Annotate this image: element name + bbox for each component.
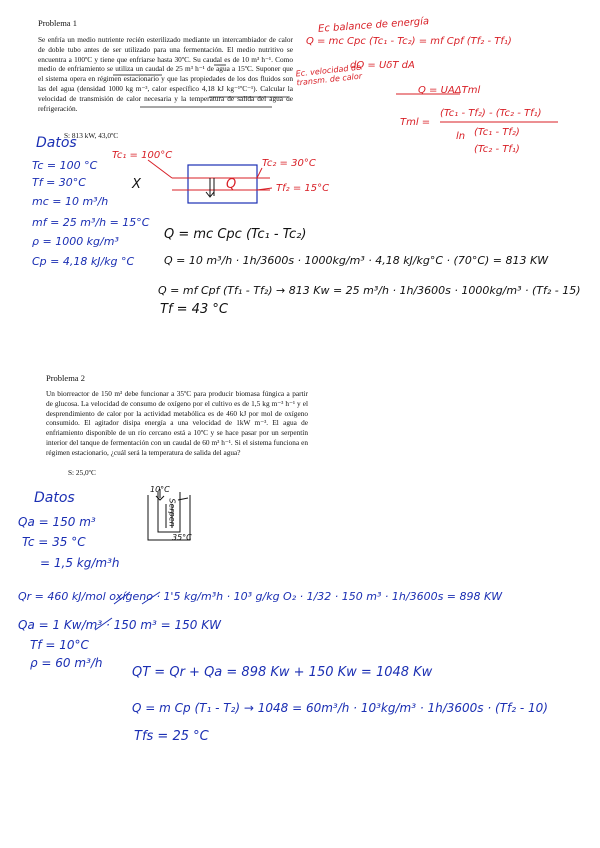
diagram-x-mark: X [132,177,141,192]
bioreactor-sketch [148,489,190,540]
calc-eq1: Q = mc Cpc (Tc₁ - Tc₂) [164,227,307,242]
problem1-data-heading: Datos [36,135,77,151]
problem1-data-line: Tc = 100 °C [32,159,98,172]
balance-title-note: Ec balance de energía [317,16,430,35]
problem1-data-line: mf = 25 m³/h = 15°C [32,216,150,229]
problem2-data-line: Qa = 150 m³ [18,515,96,529]
calc-eq2: Q = 10 m³/h · 1h/3600s · 1000kg/m³ · 4,18 kJ/kg°C · (70°C) = 813 KW [164,254,549,267]
tml-den-top-note: (Tc₁ - Tf₂) [474,127,520,138]
calc-rho: ρ = 60 m³/h [30,656,103,670]
rate-label-note: Ec. velocidad de transm. de calor [295,62,363,88]
q-ua-equation-note: Q = UAΔTml [418,85,481,96]
tml-den-bottom-note: (Tc₂ - Tf₁) [474,144,520,155]
problem1-solution: S: 813 kW, 43,0ºC [64,131,119,140]
diagram-q-label: Q [226,177,237,192]
problem1-data-line: mc = 10 m³/h [32,195,109,208]
problem2-text: Un biorreactor de 150 m³ debe funcionar a 35ºC para producir biomasa fúngica a partir de glucosa. La velocidad de consumo de oxígeno por el cultivo es de 1,5 kg m⁻³ h⁻¹ y el desprendimiento de calor por la actividad metabólica es de 460 kJ por mol de oxígeno consumido. El agitador disipa energía a una velocidad de 1kW m⁻³. El agua de enfriamiento disponible de un río cercano está a 10ºC y se hace pasar por un serpentín interior del tanque de fermentación con un caudal de 60 m³ h⁻¹. Si el sistema funciona en régimen estacionario, ¿cuál será la temperatura de salida del agua? [46,389,308,457]
calc-qa: Qa = 1 Kw/m³ · 150 m³ = 150 KW [18,618,221,632]
problem1-data-line: ρ = 1000 kg/m³ [32,235,119,248]
sketch-coil-label: Serpen [167,498,177,527]
red-note-marks [396,94,558,122]
calc-eq4: Tf = 43 °C [160,302,228,317]
sketch-top-temp: 10°C [150,485,170,494]
problem1-data-line: Cp = 4,18 kJ/kg °C [32,255,135,268]
problem2-data-line: = 1,5 kg/m³h [40,556,120,570]
calc-qr: Qr = 460 kJ/mol oxígeno · 1'5 kg/m³h · 10³ g/kg O₂ · 1/32 · 150 m³ · 1h/3600s = 898 KW [18,590,503,603]
problem2-title: Problema 2 [46,373,85,383]
problem2-data-line: Tc = 35 °C [22,535,86,549]
problem1-data-line: Tf = 30°C [32,176,86,189]
calc-qt: QT = Qr + Qa = 898 Kw + 150 Kw = 1048 Kw [132,665,433,680]
diagram-tc2-label: Tc₂ = 30°C [262,158,316,169]
problem2-solution: S: 25,0ºC [68,468,96,477]
problem1-text: Se enfría un medio nutriente recién esterilizado mediante un intercambiador de calor de doble tubo antes de ser utilizado para una fermentación. El medio nutritivo se encuentra a 100ºC y tiene que enfriarse hasta 30ºC. Su caudal es de 10 m³ h⁻¹. Como medio de enfriamiento se utiliza un caudal de 25 m³ h⁻¹ de agua a 15ºC. Suponer que el sistema opera en régimen estacionario y que las propiedades de los dos fluidos son las del agua (densidad 1000 kg m⁻³, calor específico 4,18 kJ kg⁻¹ºC⁻¹). Calcular la velocidad de transmisión de calor necesaria y la temperatura de salida del agua de refrigeración. [38,35,293,113]
sketch-side-temp: 35°C [172,533,192,542]
cancel-strokes [95,592,160,630]
calc-tfs: Tfs = 25 °C [134,729,209,744]
dq-equation-note: dQ = UδT dA [350,60,415,71]
calc-qm: Q = m Cp (T₁ - T₂) → 1048 = 60m³/h · 10³kg/m³ · 1h/3600s · (Tf₂ - 10) [132,701,548,715]
tml-ln-note: ln [456,131,466,142]
calc-tf: Tf = 10°C [30,638,89,652]
balance-equation-note: Q = mc Cpc (Tc₁ - Tc₂) = mf Cpf (Tf₂ - Tf₁) [306,36,512,47]
problem2-data-heading: Datos [34,490,75,506]
text-underlines [113,65,288,107]
tml-numerator-note: (Tc₁ - Tf₂) - (Tc₂ - Tf₁) [440,108,542,119]
calc-eq3: Q = mf Cpf (Tf₁ - Tf₂) → 813 Kw = 25 m³/h · 1h/3600s · 1000kg/m³ · (Tf₂ - 15) [158,284,581,297]
tml-label-note: Tml = [400,117,431,128]
heat-exchanger-diagram [148,160,272,203]
problem1-title: Problema 1 [38,18,77,28]
diagram-tc1-label: Tc₁ = 100°C [112,150,173,161]
diagram-tf2-label: Tf₂ = 15°C [276,183,330,194]
